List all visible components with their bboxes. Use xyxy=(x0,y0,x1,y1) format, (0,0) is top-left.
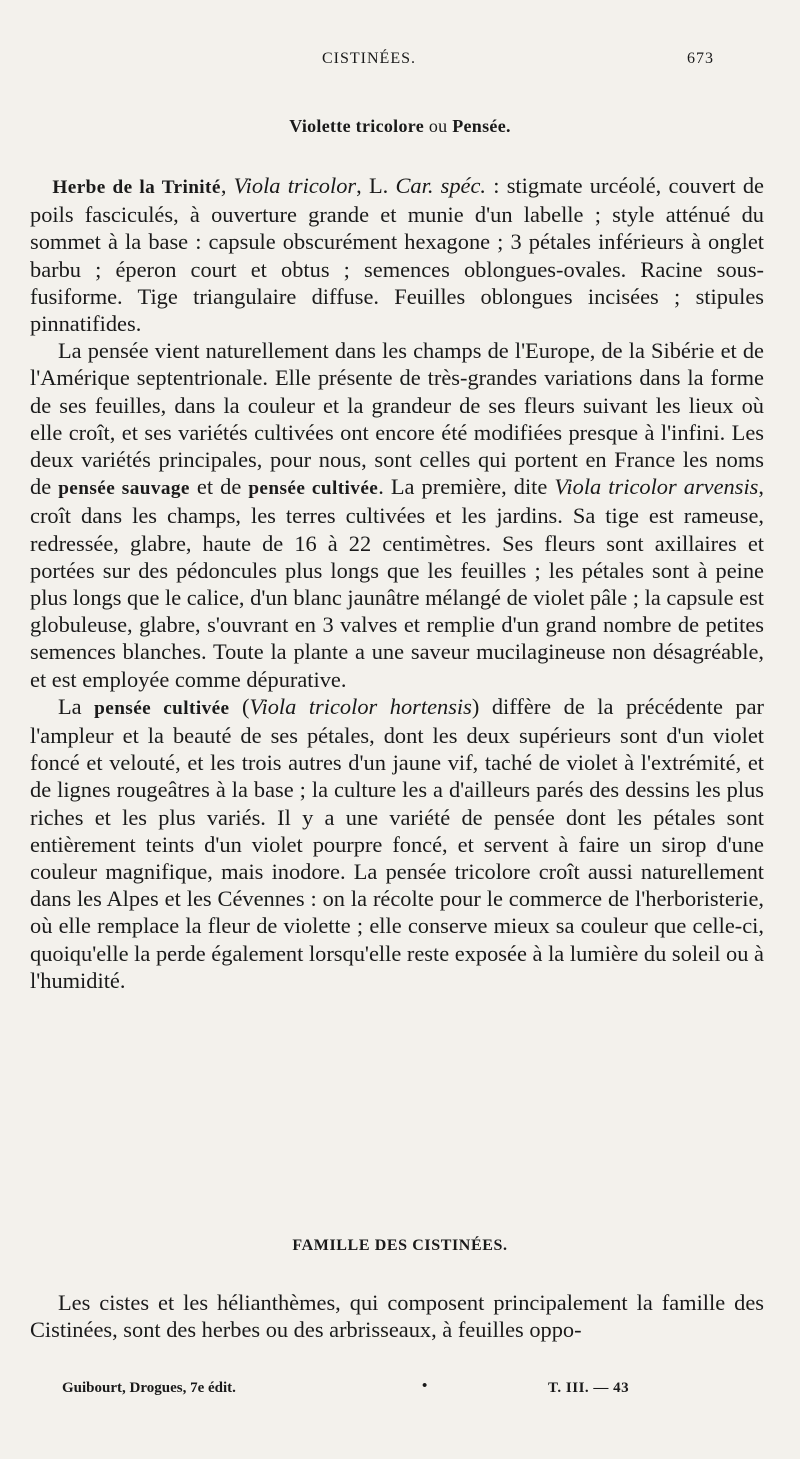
footer-volume: T. III. — 43 xyxy=(548,1380,630,1396)
paragraph-description xyxy=(30,172,764,337)
term-cultivated: pensée cultivée xyxy=(248,478,379,500)
latin-name: Viola tricolor xyxy=(233,173,357,198)
section-title-conj: ou xyxy=(424,116,453,136)
text-run: La pensée vient naturellement dans les champs de l'Europe, de la Sibérie et de l'Amérique septentrionale. Elle présente de très-grandes variations dans la forme de ses feuilles, dans la couleur et la grandeur de ses fleurs suivant les lieux où elle croît, et ses variétés cultivées ont encore été modifiées presque à l'infini. Les deux variétés principales, pour nous, sont celles qui portent en France les noms de xyxy=(30,338,764,500)
latin-hortensis: Viola tricolor hortensis xyxy=(249,693,472,719)
text-run: et de xyxy=(189,474,249,500)
punct: , xyxy=(220,173,234,198)
footer-dot: • xyxy=(422,1378,428,1394)
term-wild: pensée sauvage xyxy=(58,478,190,500)
page-number: 673 xyxy=(687,50,714,67)
text-run: La xyxy=(58,693,95,719)
main-text xyxy=(30,172,764,994)
running-title: CISTINÉES. xyxy=(322,50,416,67)
description-text: : stigmate urcéolé, couvert de poils fasciculés, à ouverture grande et munie d'un labelle ; style atténué du sommet à la base : capsule obscurément hexagone ; 3 pétales inférieurs à onglet barbu ; éperon court et obtus ; semences oblongues-ovales. Racine sous-fusiforme. Tige triangulaire diffuse. Feuilles oblongues incisées ; stipules pinnatifides. xyxy=(30,173,764,337)
term-cultivated-2: pensée cultivée xyxy=(94,697,230,719)
page-footer xyxy=(0,1380,800,1402)
text-run: ( xyxy=(229,693,250,719)
paragraph-family: Les cistes et les hélianthèmes, qui composent principalement la famille des Cistinées, sont des herbes ou des arbrisseaux, à feuilles oppo- xyxy=(30,1290,764,1343)
section-title-alt: Pensée. xyxy=(452,116,511,136)
footer-signature: Guibourt, Drogues, 7e édit. xyxy=(62,1380,236,1396)
latin-arvensis: Viola tricolor arvensis xyxy=(554,474,759,500)
running-head xyxy=(0,50,800,74)
authority: , L. xyxy=(356,173,396,198)
paragraph-cultivated xyxy=(30,693,764,994)
section-title-main: Violette tricolore xyxy=(289,116,425,136)
family-heading: FAMILLE DES CISTINÉES. xyxy=(292,1237,508,1254)
section-title xyxy=(0,116,800,137)
family-text xyxy=(30,1289,764,1343)
text-run: ) diffère de la précédente par l'ampleur et la beauté de ses pétales, dont les deux supérieurs sont d'un violet foncé et velouté, et les trois autres d'un jaune vif, taché de violet à l'extrémité, et de lignes rougeâtres à la base ; la culture les a d'ailleurs parés des dessins les plus riches et les plus variés. Il y a une variété de pensée dont les pétales sont entièrement teints d'un violet pourpre foncé, et servent à faire un sirop d'une couleur magnifique, mais inodore. La pensée tricolore croît aussi naturellement dans les Alpes et les Cévennes : on la récolte pour le commerce de l'herboristerie, où elle remplace la fleur de violette ; elle conserve mieux sa couleur que celle-ci, quoiqu'elle la perde également lorsqu'elle reste exposée à la lumière du soleil ou à l'humidité. xyxy=(30,693,764,993)
reference: Car. spéc. xyxy=(395,173,487,198)
paragraph-varieties xyxy=(30,337,764,693)
text-run: . La première, dite xyxy=(378,474,555,500)
common-name: Herbe de la Trinité xyxy=(52,177,221,198)
text-run: , croît dans les champs, les terres cultivées et les jardins. Sa tige est rameuse, redressée, glabre, haute de 16 à 22 centimètres. Ses fleurs sont axillaires et portées sur des pédoncules plus longs que les feuilles ; les pétales sont à peine plus longs que le calice, d'un blanc jaunâtre mélangé de violet pâle ; la capsule est globuleuse, glabre, s'ouvrant en 3 valves et remplie d'un grand nombre de petites semences blanches. Toute la plante a une saveur mucilagineuse non désagréable, et est employée comme dépurative. xyxy=(30,474,765,692)
